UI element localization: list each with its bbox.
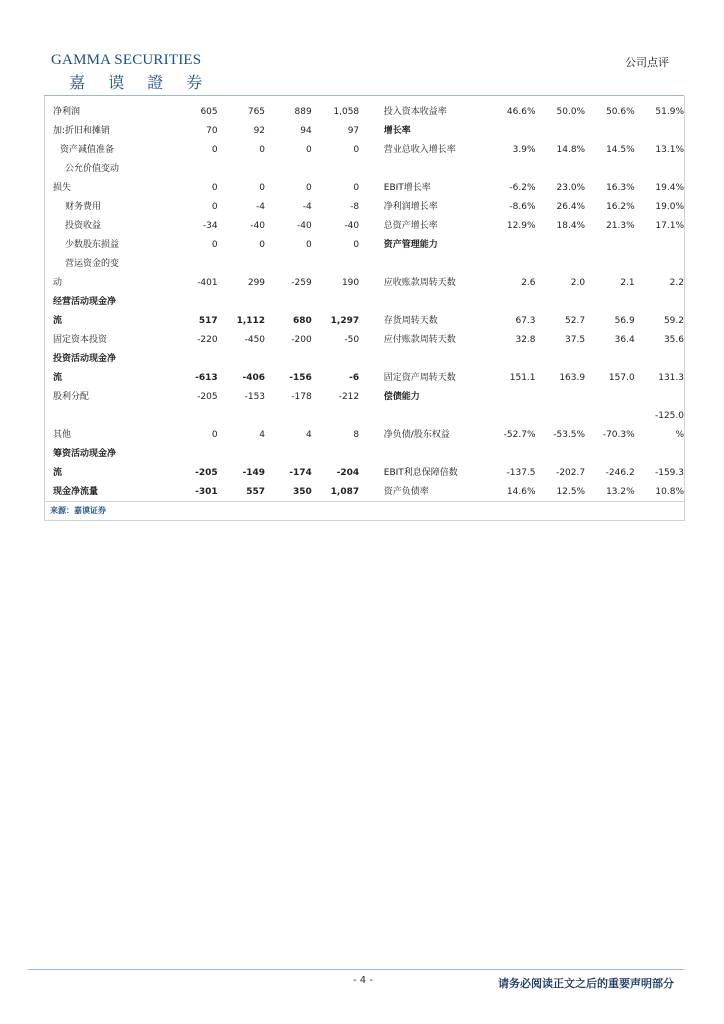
right-row-label: 净利润增长率 [383,202,438,212]
right-value-cell [486,251,536,270]
right-row-label [384,156,486,175]
right-value-cell: 3.9% [512,145,536,155]
table-row [53,479,684,498]
right-value-cell: 59.2 [663,316,684,326]
right-row-label: 应付账款周转天数 [383,335,456,345]
left-value-cell [312,289,359,308]
left-value-cell: -156 [289,373,312,383]
right-value-cell [635,118,684,137]
right-value-cell [536,384,586,403]
right-value-cell: 14.8% [556,145,586,155]
left-row-label [53,403,171,422]
left-value-cell: 889 [294,107,312,117]
right-row-label [384,289,486,308]
column-gap [359,346,384,365]
left-value-cell: 557 [246,487,266,497]
column-gap [359,99,384,118]
right-row-label: 净负债/股东权益 [383,430,450,440]
right-value-cell [486,441,536,460]
left-row-label: 少数股东损益 [65,240,120,250]
left-row-label: 资产减值准备 [60,145,115,155]
left-value-cell: 0 [259,240,266,250]
right-value-cell [585,384,635,403]
financial-table [53,99,684,498]
left-row-label: 股利分配 [53,392,90,402]
left-value-cell [218,403,265,422]
left-value-cell [312,156,359,175]
column-gap [359,365,384,384]
right-value-cell: 163.9 [559,373,586,383]
left-row-label: 其他 [53,430,72,440]
right-value-cell: -70.3% [602,430,635,440]
left-value-cell [218,441,265,460]
right-value-cell: 12.5% [556,487,586,497]
right-value-cell [585,346,635,365]
left-value-cell: 1,112 [236,316,266,326]
left-value-cell: 1,297 [330,316,360,326]
right-value-cell [635,346,684,365]
right-value-cell: 50.0% [556,107,586,117]
column-gap [359,403,384,422]
left-row-label: 财务费用 [65,202,102,212]
left-value-cell: -450 [244,335,266,345]
left-value-cell: -301 [195,487,218,497]
left-value-cell [312,441,359,460]
right-value-cell: 52.7 [565,316,586,326]
left-value-cell: 92 [253,126,266,136]
right-value-cell: -246.2 [605,468,635,478]
left-value-cell [171,251,218,270]
right-value-cell: 37.5 [565,335,586,345]
company-logo [51,52,211,93]
left-value-cell: -34 [202,221,218,231]
column-gap [359,194,384,213]
right-value-cell [486,403,536,422]
table-row [53,118,684,137]
right-row-label [384,346,486,365]
right-row-label: 资产负债率 [383,487,429,497]
left-value-cell: 4 [259,430,266,440]
right-value-cell: 17.1% [655,221,684,231]
right-value-cell: 46.6% [506,107,536,117]
right-value-cell: 26.4% [556,202,586,212]
right-value-cell: -137.5 [506,468,536,478]
left-value-cell: -406 [242,373,266,383]
right-value-cell: 2.6 [521,278,536,288]
left-value-cell: -6 [349,373,360,383]
right-value-cell [585,156,635,175]
left-value-cell: 0 [211,183,218,193]
right-value-cell: 2.2 [669,278,684,288]
right-row-label: 资产管理能力 [383,240,438,250]
table-row [53,213,684,232]
right-value-cell [585,251,635,270]
left-value-cell: -174 [289,468,312,478]
table-row [53,232,684,251]
right-value-cell: 19.4% [655,183,684,193]
right-value-cell [635,251,684,270]
column-gap [359,232,384,251]
right-value-cell: 16.2% [606,202,635,212]
right-value-cell: 12.9% [506,221,536,231]
table-row [53,194,684,213]
disclaimer-text: 请务必阅读正文之后的重要声明部分 [498,977,674,990]
right-value-cell: -202.7 [556,468,586,478]
right-value-cell: 32.8 [515,335,536,345]
column-gap [359,289,384,308]
table-row [53,289,684,308]
left-row-label: 流 [53,468,63,478]
right-value-cell: 14.5% [606,145,635,155]
left-value-cell [171,289,218,308]
right-value-cell [585,403,635,422]
column-gap [359,175,384,194]
left-value-cell: -40 [297,221,312,231]
left-value-cell [312,403,359,422]
left-value-cell: 0 [211,430,218,440]
right-value-cell [486,118,536,137]
column-gap [359,479,384,498]
left-value-cell: -212 [338,392,360,402]
right-row-label [384,441,486,460]
left-row-label: 公允价值变动 [65,164,120,174]
column-gap [359,137,384,156]
left-value-cell: -40 [344,221,360,231]
column-gap [359,118,384,137]
left-value-cell: 97 [347,126,360,136]
right-value-cell [486,384,536,403]
source-divider [45,501,684,502]
page-number: - 4 - [353,975,373,986]
left-value-cell [171,346,218,365]
left-value-cell: 0 [306,145,312,155]
left-value-cell: 765 [247,107,266,117]
right-row-label: 偿债能力 [383,392,420,402]
left-value-cell: 0 [353,145,360,155]
table-row [53,460,684,479]
table-row [53,403,684,422]
right-value-cell: 13.2% [606,487,635,497]
left-value-cell: 190 [341,278,360,288]
logo-chinese: 嘉 谟 證 券 [69,73,212,92]
left-row-label: 流 [53,316,63,326]
table-row [53,422,684,441]
left-value-cell [218,289,265,308]
left-value-cell: -220 [197,335,218,345]
right-value-cell: 19.0% [655,202,684,212]
left-value-cell: -200 [291,335,312,345]
left-value-cell: -205 [197,392,218,402]
table-row [53,175,684,194]
column-gap [359,460,384,479]
right-row-label [384,251,486,270]
left-value-cell [171,441,218,460]
left-value-cell [265,289,312,308]
right-value-cell [536,346,586,365]
left-value-cell: -259 [291,278,312,288]
left-value-cell: -204 [336,468,360,478]
right-value-cell: 21.3% [606,221,635,231]
left-value-cell: 517 [198,316,218,326]
left-row-label: 现金净流量 [53,487,99,497]
left-row-label: 营运资金的变 [65,259,120,269]
left-value-cell: -178 [291,392,312,402]
right-row-label [384,403,486,422]
right-value-cell [585,289,635,308]
left-value-cell: 0 [211,240,218,250]
right-value-cell [585,118,635,137]
left-value-cell: 94 [300,126,312,136]
column-gap [359,270,384,289]
left-value-cell: 680 [292,316,312,326]
right-value-cell [486,156,536,175]
right-value-cell: 51.9% [655,107,684,117]
left-value-cell [312,346,359,365]
left-row-label: 损失 [53,183,72,193]
right-value-cell: 13.1% [655,145,684,155]
right-row-label: 投入资本收益率 [383,107,447,117]
column-gap [359,384,384,403]
right-value-cell: % [675,430,684,440]
left-value-cell: 0 [353,183,360,193]
right-value-cell [635,289,684,308]
column-gap [359,441,384,460]
right-value-cell: 23.0% [556,183,586,193]
left-value-cell: -4 [256,202,266,212]
right-value-cell [486,346,536,365]
right-row-label: 营业总收入增长率 [383,145,456,155]
right-value-cell [536,441,586,460]
right-value-cell: 131.3 [658,373,684,383]
right-value-cell: 67.3 [515,316,536,326]
right-value-cell [635,441,684,460]
right-value-cell [486,289,536,308]
table-row [53,441,684,460]
right-row-label: EBIT利息保障倍数 [383,468,458,478]
table-row [53,156,684,175]
left-value-cell [265,251,312,270]
left-value-cell: -205 [195,468,218,478]
right-value-cell [585,441,635,460]
column-gap [359,422,384,441]
left-value-cell: 605 [200,107,218,117]
table-row [53,270,684,289]
right-value-cell: -52.7% [503,430,536,440]
table-row [53,346,684,365]
right-value-cell: 151.1 [509,373,536,383]
column-gap [359,308,384,327]
left-value-cell: -153 [244,392,266,402]
left-row-label: 净利润 [53,107,81,117]
logo-english: GAMMA SECURITIES [51,52,202,68]
right-value-cell: 18.4% [556,221,586,231]
left-row-label: 动 [53,278,63,288]
left-value-cell [265,441,312,460]
left-value-cell: -8 [350,202,360,212]
left-value-cell: 0 [259,183,266,193]
left-value-cell: -40 [250,221,266,231]
right-row-label: 应收账款周转天数 [383,278,456,288]
table-row [53,308,684,327]
left-row-label: 经营活动现金净 [53,297,117,307]
right-row-label: 固定资产周转天数 [383,373,456,383]
left-value-cell: 0 [306,240,312,250]
left-value-cell: 350 [292,487,312,497]
left-row-label: 投资收益 [65,221,102,231]
table-row [53,384,684,403]
left-value-cell [312,251,359,270]
left-value-cell: 4 [306,430,312,440]
financial-table-panel [44,96,685,521]
right-value-cell [536,232,586,251]
right-row-label: 存货周转天数 [383,316,438,326]
table-row [53,365,684,384]
report-type-label: 公司点评 [625,56,669,69]
left-row-label: 固定资本投资 [53,335,108,345]
left-value-cell [218,156,265,175]
left-value-cell: 1,087 [330,487,360,497]
left-value-cell [265,346,312,365]
left-row-label: 流 [53,373,63,383]
right-value-cell: 14.6% [506,487,536,497]
right-value-cell: -53.5% [553,430,586,440]
right-value-cell [536,289,586,308]
column-gap [359,251,384,270]
left-value-cell [218,251,265,270]
left-value-cell: 299 [247,278,266,288]
right-value-cell: 50.6% [606,107,635,117]
column-gap [359,156,384,175]
right-value-cell: 16.3% [606,183,635,193]
table-row [53,327,684,346]
right-value-cell: -8.6% [509,202,536,212]
right-value-cell [635,384,684,403]
left-value-cell: 70 [206,126,218,136]
footer-divider [28,969,684,970]
table-row [53,251,684,270]
right-value-cell [536,251,586,270]
right-value-cell: 36.4 [614,335,635,345]
left-value-cell [171,403,218,422]
left-value-cell: 0 [353,240,360,250]
left-value-cell: 0 [306,183,312,193]
left-row-label: 筹资活动现金净 [53,449,117,459]
right-value-cell: -6.2% [509,183,536,193]
right-value-cell [536,403,586,422]
left-value-cell: -149 [242,468,266,478]
right-value-cell [536,156,586,175]
right-value-cell: 2.1 [620,278,635,288]
left-value-cell [171,156,218,175]
right-row-label: EBIT增长率 [383,183,431,193]
left-value-cell: -50 [344,335,360,345]
left-value-cell: 0 [259,145,266,155]
right-value-cell: -159.3 [654,468,684,478]
left-value-cell [265,403,312,422]
right-value-cell [536,118,586,137]
column-gap [359,213,384,232]
right-value-cell: -125.0 [654,411,684,421]
left-value-cell: -4 [302,202,312,212]
right-value-cell [486,232,536,251]
table-row [53,137,684,156]
right-value-cell: 157.0 [608,373,635,383]
table-row [53,99,684,118]
right-value-cell: 10.8% [655,487,684,497]
left-row-label: 投资活动现金净 [53,354,117,364]
left-value-cell: -401 [197,278,218,288]
left-value-cell: 8 [353,430,360,440]
right-value-cell: 2.0 [570,278,586,288]
right-value-cell: 56.9 [614,316,635,326]
left-value-cell: 0 [211,202,218,212]
left-value-cell: -613 [195,373,218,383]
right-value-cell [635,156,684,175]
source-note: 来源：嘉谟证券 [50,506,106,515]
right-value-cell [585,232,635,251]
right-row-label: 增长率 [383,126,411,136]
left-value-cell [218,346,265,365]
column-gap [359,327,384,346]
right-value-cell [635,232,684,251]
right-value-cell: 35.6 [663,335,684,345]
left-value-cell: 1,058 [333,107,360,117]
left-value-cell [265,156,312,175]
left-value-cell: 0 [211,145,218,155]
right-row-label: 总资产增长率 [383,221,438,231]
left-row-label: 加:折旧和摊销 [53,126,111,136]
